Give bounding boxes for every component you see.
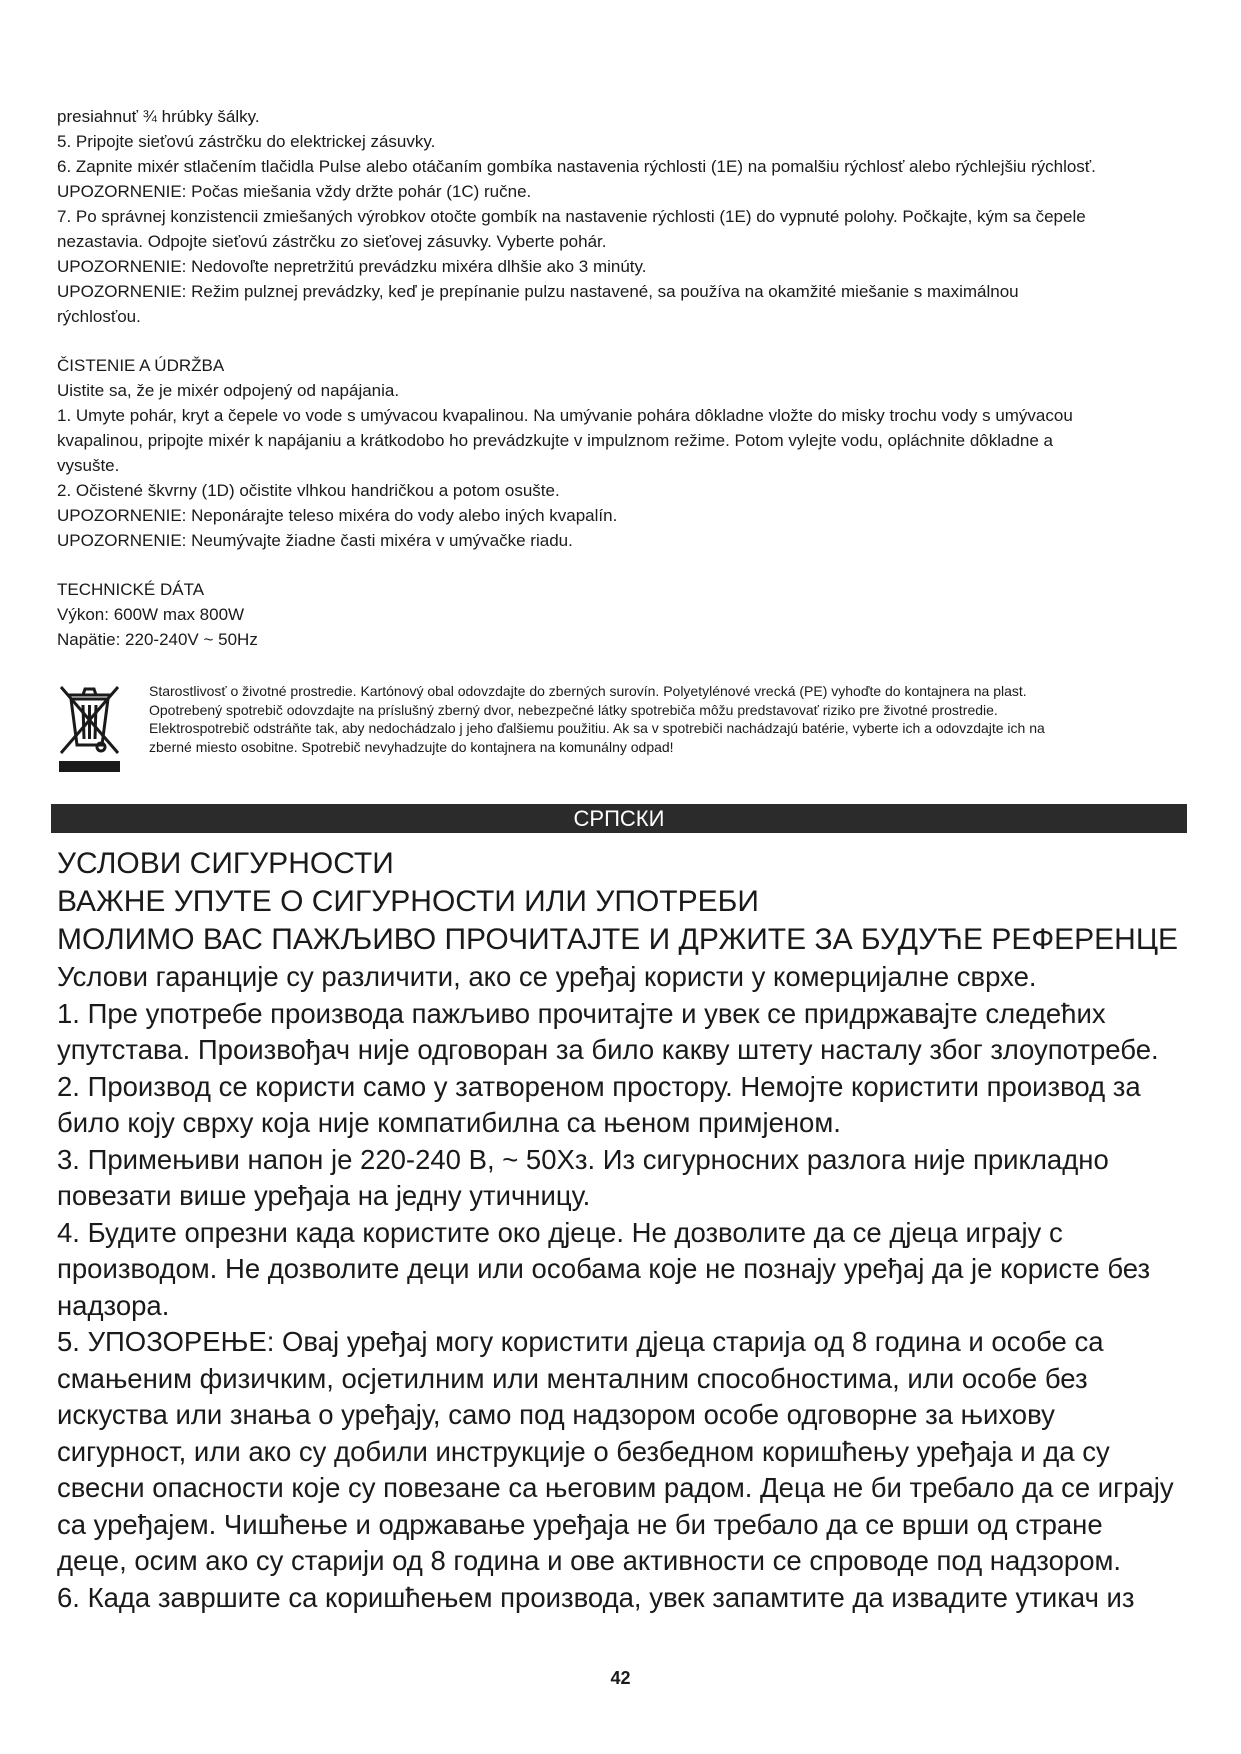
slovak-technical-data-block [57,577,1187,652]
text-line: 5. Pripojte sieťovú zástrčku do elektrickej zásuvky. [57,132,436,151]
text-line: 6. Zapnite mixér stlačením tlačidla Pulse alebo otáčaním gombíka nastavenia rýchlosti (1E) na pomalšiu rýchlosť alebo rýchlejšiu rýchlosť. [57,157,1096,176]
text-line: са уређајем. Чишћење и одржавање уређаја не би требало да се врши од стране [57,1508,1103,1540]
text-line: искуства или знања о уређају, само под надзором особе одговорне за њихову [57,1399,1055,1430]
text-line: 1. Umyte pohár, kryt a čepele vo vode s umývacou kvapalinou. Na umývanie pohára dôkladne vložte do misky trochu vody s umývacou [57,406,1073,425]
text-line: Starostlivosť o životné prostredie. Kartónový obal odovzdajte do zberných surovín. Polyetylénové vrecká (PE) vyhoďte do kontajnera na plast. [149,683,1027,699]
text-line: UPOZORNENIE: Počas miešania vždy držte pohár (1C) ručne. [57,182,532,201]
text-line: 1. Пре употребе производа пажљиво прочитајте и увек се придржавајте следећих [57,997,1106,1029]
text-line: 7. Po správnej konzistencii zmiešaných výrobkov otočte gombík na nastavenie rýchlosti (1E) do vypnuté polohy. Počkajte, kým sa čepele [57,207,1086,226]
text-line: Uistite sa, že je mixér odpojený od napájania. [57,381,400,400]
slovak-instructions-block [57,104,1187,329]
language-section-bar: СРПСКИ [51,804,1187,833]
text-line: UPOZORNENIE: Neumývajte žiadne časti mixéra v umývačke riadu. [57,531,573,550]
text-line: zberné miesto osobitne. Spotrebič nevyhadzujte do kontajnera na komunálny odpad! [149,738,674,755]
text-line: presiahnuť ¾ hrúbky šálky. [57,107,260,126]
text-line: 3. Примењиви напон је 220-240 В, ~ 50Хз. Из сигурносних разлога није прикладно [57,1143,1109,1175]
text-line: производом. Не дозволите деци или особама које не познају уређај да је користе без [57,1253,1151,1284]
environment-notice [57,681,1187,773]
text-line: Услови гаранције су различити, ако се уређај користи у комерцијалне сврхе. [57,961,1037,992]
text-line: Výkon: 600W max 800W [57,605,245,624]
text-line: сигурност, или ако су добили инструкције о безбедном коришћењу уређаја и да су [57,1435,1110,1467]
heading-line: УСЛОВИ СИГУРНОСТИ [57,847,394,880]
text-line: nezastavia. Odpojte sieťovú zástrčku zo sieťovej zásuvky. Vyberte pohár. [57,232,607,251]
heading-line: МОЛИМО ВАС ПАЖЉИВО ПРОЧИТАЈТЕ И ДРЖИТЕ ЗА БУДУЋЕ РЕФЕРЕНЦЕ [57,923,1179,956]
text-line: UPOZORNENIE: Neponárajte teleso mixéra do vody alebo iných kvapalín. [57,506,618,525]
text-line: било коју сврху која није компатибилна са њеном примјеном. [57,1107,841,1138]
text-line: UPOZORNENIE: Režim pulznej prevádzky, keď je prepínanie pulzu nastavené, sa používa na okamžité miešanie s maximálnou [57,282,1019,301]
slovak-cleaning-block [57,353,1187,553]
text-line: 5. УПОЗОРЕЊЕ: Овај уређај могу користити дјеца старија од 8 година и особе са [57,1326,1104,1357]
text-line: 2. Očistené škvrny (1D) očistite vlhkou handričkou a potom osušte. [57,481,560,500]
page-number: 42 [610,1668,631,1688]
environment-text [149,682,1189,756]
text-line: упутстава. Произвођач није одговоран за било какву штету насталу због злоупотребе. [57,1034,1159,1065]
crossed-out-wheelie-bin-icon [57,681,122,773]
text-line: 6. Када завршите са коришћењем производа, увек запамтите да извадите утикач из [57,1581,1135,1613]
text-line: rýchlosťou. [57,307,141,326]
section-heading: TECHNICKÉ DÁTA [57,580,205,599]
heading-line: ВАЖНЕ УПУТЕ О СИГУРНОСТИ ИЛИ УПОТРЕБИ [57,885,759,918]
text-line: vysušte. [57,456,120,475]
serbian-safety-block [57,845,1197,1616]
section-heading: ČISTENIE A ÚDRŽBA [57,356,225,375]
text-line: деце, осим ако су старији од 8 година и ове активности се спроводе под надзором. [57,1545,1122,1576]
text-line: Napätie: 220-240V ~ 50Hz [57,630,258,649]
text-line: Elektrospotrebič odstráňte tak, aby nedochádzalo j jeho ďalšiemu použitiu. Ak sa v spotrebiči nachádzajú batérie, vyberte ich a odovzdajte ich na [149,720,1045,736]
text-line: 2. Производ се користи само у затвореном простору. Немојте користити производ за [57,1070,1141,1102]
text-line: свесни опасности које су повезане са његовим радом. Деца не би требало да се играју [57,1472,1174,1503]
text-line: надзора. [57,1289,170,1321]
text-line: 4. Будите опрезни када користите око дјеце. Не дозволите да се дјеца играју с [57,1216,1063,1248]
text-line: смањеним физичким, осјетилним или менталним способностима, или особе без [57,1362,1088,1394]
text-line: UPOZORNENIE: Nedovoľte nepretržitú prevádzku mixéra dlhšie ako 3 minúty. [57,257,647,276]
text-line: kvapalinou, pripojte mixér k napájaniu a krátkodobo ho prevádzkujte v impulznom režime. Potom vylejte vodu, opláchnite dôkladne a [57,431,1054,450]
text-line: Opotrebený spotrebič odovzdajte na príslušný zberný dvor, nebezpečné látky spotrebiča môžu predstavovať riziko pre životné prostredie. [149,701,998,718]
text-line: повезати више уређаја на једну утичницу. [57,1180,591,1211]
